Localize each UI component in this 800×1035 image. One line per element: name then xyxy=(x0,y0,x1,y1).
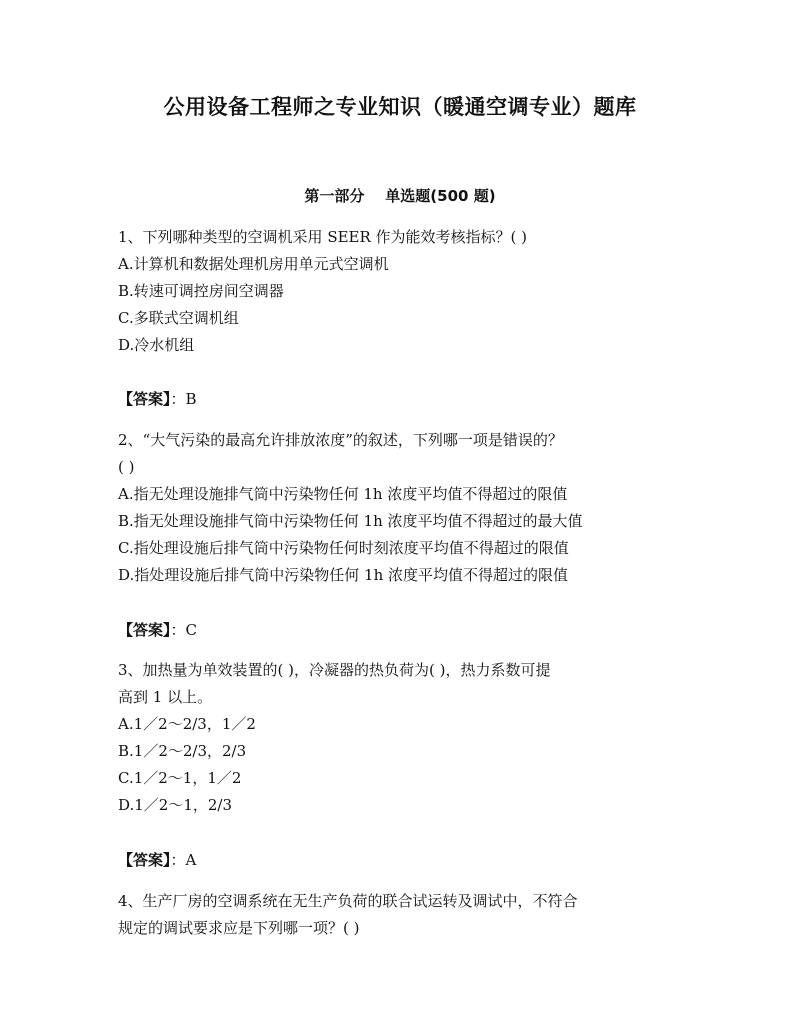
question-2-answer xyxy=(118,618,688,642)
answer-label: 【答案】 xyxy=(118,851,171,869)
answer-label: 【答案】 xyxy=(118,390,171,408)
question-1-stem: 1、下列哪种类型的空调机采用 SEER 作为能效考核指标？( ) xyxy=(118,228,528,246)
answer-separator: ： xyxy=(170,390,186,408)
question-2-option-a: A.指无处理设施排气筒中污染物任何 1h 浓度平均值不得超过的限值 xyxy=(118,485,568,503)
section-heading: 第一部分 单选题(500 题) xyxy=(304,187,496,205)
question-2-stem-continued: ( ) xyxy=(118,458,135,476)
question-2-option-d: D.指处理设施后排气筒中污染物任何 1h 浓度平均值不得超过的限值 xyxy=(118,566,569,584)
answer-separator: ： xyxy=(170,621,186,639)
question-3-option-c: C.1／2～1，1／2 xyxy=(118,769,242,787)
question-3-option-a: A.1／2～2/3，1／2 xyxy=(118,715,256,733)
question-3-stem-continued: 高到 1 以上。 xyxy=(118,688,213,706)
question-1-answer xyxy=(118,387,688,411)
question-2-option-c: C.指处理设施后排气筒中污染物任何时刻浓度平均值不得超过的限值 xyxy=(118,539,569,557)
answer-label: 【答案】 xyxy=(118,621,171,639)
question-3-option-d: D.1／2～1，2/3 xyxy=(118,796,233,814)
question-4-stem: 4、生产厂房的空调系统在无生产负荷的联合试运转及调试中，不符合 xyxy=(118,892,578,910)
answer-separator: ： xyxy=(170,851,186,869)
question-2-stem: 2、“大气污染的最高允许排放浓度”的叙述，下列哪一项是错误的？ xyxy=(118,431,563,449)
question-4-stem-continued: 规定的调试要求应是下列哪一项？( ) xyxy=(118,919,360,937)
question-1-option-a: A.计算机和数据处理机房用单元式空调机 xyxy=(118,255,389,273)
answer-value: B xyxy=(185,390,197,408)
answer-value: C xyxy=(185,621,198,639)
answer-value: A xyxy=(185,851,197,869)
question-3-stem: 3、加热量为单效装置的( )，冷凝器的热负荷为( )，热力系数可提 xyxy=(118,661,551,679)
question-1-option-d: D.冷水机组 xyxy=(118,336,195,354)
question-1-option-c: C.多联式空调机组 xyxy=(118,309,239,327)
question-2-option-b: B.指无处理设施排气筒中污染物任何 1h 浓度平均值不得超过的最大值 xyxy=(118,512,583,530)
question-3-option-b: B.1／2～2/3，2/3 xyxy=(118,742,247,760)
question-3-answer xyxy=(118,848,688,872)
question-1-option-b: B.转速可调控房间空调器 xyxy=(118,282,284,300)
document-title: 公用设备工程师之专业知识（暖通空调专业）题库 xyxy=(163,95,637,119)
